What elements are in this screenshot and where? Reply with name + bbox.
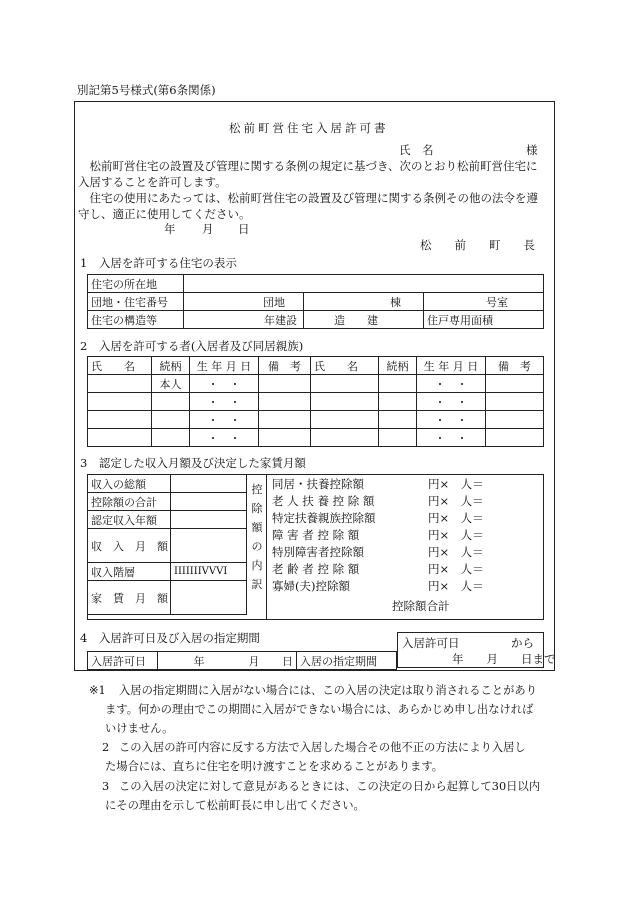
note-mark: 2 [102, 741, 110, 754]
room-cell: 号室 [424, 293, 544, 311]
relation-cell[interactable] [379, 375, 417, 393]
permit-date-label: 入居許可日 [88, 652, 158, 670]
note-line: この入居の決定に対して意見があるときには、この決定の日から起算して30日以内 [119, 780, 541, 793]
deduction-total-label: 控除額合計 [392, 599, 450, 613]
deduction-name: 障 害 者 控 除 額 [272, 528, 360, 542]
intro-line-4: 守し、適正に使用してください。 [78, 207, 251, 221]
permit-month: 月 [208, 652, 263, 670]
table-row [88, 475, 247, 493]
addressee-honorific: 様 [526, 143, 538, 157]
built-year-cell: 年建設 [184, 311, 304, 329]
col-remarks: 備 考 [259, 357, 311, 375]
table-row [88, 275, 544, 293]
section2-heading: 2 入居を許可する者(入居者及び同居親族) [80, 339, 304, 353]
table-row [88, 511, 247, 529]
permit-date-table [87, 651, 397, 670]
relation-cell[interactable] [379, 429, 417, 447]
section3-heading: 3 認定した収入月額及び決定した家賃月額 [80, 456, 306, 470]
intro-line-1: 松前町営住宅の設置及び管理に関する条例の規定に基づき、次のとおり松前町営住宅に [78, 159, 538, 173]
name-cell[interactable] [311, 429, 379, 447]
name-cell[interactable] [88, 411, 152, 429]
housing-table [87, 274, 544, 329]
table-row [88, 357, 544, 375]
relation-self: 本人 [152, 375, 190, 393]
remarks-cell[interactable] [486, 393, 544, 411]
box-permit-label: 入居許可日 [402, 636, 460, 650]
housing-structure-label: 住宅の構造等 [88, 311, 184, 329]
birthdate-cell: ・ ・ [417, 429, 486, 447]
housing-address-field[interactable] [184, 275, 544, 293]
birthdate-cell: ・ ・ [190, 411, 259, 429]
birthdate-cell: ・ ・ [417, 393, 486, 411]
note-mark: ※1 [89, 684, 106, 697]
note-line: にその理由を示して松前町長に申し出てください。 [105, 799, 365, 812]
monthly-income-label: 収 入 月 額 [88, 529, 171, 563]
birthdate-cell: ・ ・ [417, 375, 486, 393]
note-line: ます。何かの理由でこの期間に入居ができない場合には、あらかじめ申し出なければ [105, 703, 534, 716]
note-line: いけません。 [105, 722, 174, 735]
section4-heading: 4 入居許可日及び入居の指定期間 [80, 631, 260, 645]
col-relation: 続柄 [152, 357, 190, 375]
col-relation: 続柄 [379, 357, 417, 375]
remarks-cell[interactable] [486, 429, 544, 447]
name-cell[interactable] [88, 393, 152, 411]
deduction-unit: 円× 人＝ [428, 477, 484, 491]
table-row [88, 293, 544, 311]
note-mark: 3 [102, 780, 110, 793]
note-line: この入居の許可内容に反する方法で入居した場合その他不正の方法により入居し [119, 741, 526, 754]
note-line: た場合には、直ちに住宅を明け渡すことを求めることがあります。 [105, 760, 444, 773]
date-year: 年 [164, 222, 176, 236]
deduction-name: 特定扶養親族控除額 [272, 511, 376, 525]
deduction-vertical-label: 控 除 額 の 内 訳 [251, 483, 263, 591]
remarks-cell[interactable] [486, 375, 544, 393]
name-cell[interactable] [88, 429, 152, 447]
floor-area-cell: 住戸専用面積 [424, 311, 544, 329]
date-month: 月 [202, 222, 214, 236]
residents-table [87, 356, 544, 447]
deduction-unit: 円× 人＝ [428, 494, 484, 508]
income-class-label: 収入階層 [88, 563, 171, 581]
col-birthdate: 生 年 月 日 [190, 357, 259, 375]
intro-line-2: 入居することを許可します。 [78, 175, 227, 189]
table-row [88, 581, 247, 615]
permit-day: 日 [263, 652, 297, 670]
birthdate-cell: ・ ・ [190, 393, 259, 411]
deduction-name: 老 人 扶 養 控 除 額 [272, 494, 375, 508]
relation-cell[interactable] [152, 429, 190, 447]
total-income-value[interactable] [171, 475, 247, 493]
page-title: 松前町営住宅入居許可書 [229, 121, 389, 135]
building-cell: 棟 [304, 293, 424, 311]
estate-cell: 団地 [184, 293, 304, 311]
deduction-name: 寡婦(夫)控除額 [272, 579, 350, 593]
deduction-name: 老 齢 者 控 除 額 [272, 562, 360, 576]
col-name: 氏 名 [88, 357, 152, 375]
permit-year: 年 [158, 652, 208, 670]
annual-income-label: 認定収入年額 [88, 511, 171, 529]
remarks-cell[interactable] [259, 393, 311, 411]
deduction-unit: 円× 人＝ [428, 511, 484, 525]
deduction-unit: 円× 人＝ [428, 545, 484, 559]
relation-cell[interactable] [152, 411, 190, 429]
relation-cell[interactable] [152, 393, 190, 411]
income-class-value: IIIIIIIVVVI [171, 563, 247, 581]
deduction-name: 特別障害者控除額 [272, 545, 364, 559]
rent-value[interactable] [171, 581, 247, 615]
addressee-name-label: 氏 名 [399, 143, 434, 157]
annual-income-value[interactable] [171, 511, 247, 529]
table-row [88, 529, 247, 563]
income-table [87, 474, 247, 615]
col-name: 氏 名 [311, 357, 379, 375]
col-birthdate: 生 年 月 日 [417, 357, 486, 375]
birthdate-cell: ・ ・ [190, 375, 259, 393]
intro-line-3: 住宅の使用にあたっては、松前町営住宅の設置及び管理に関する条例その他の法令を遵 [78, 191, 538, 205]
section1-heading: 1 入居を許可する住宅の表示 [80, 256, 237, 270]
birthdate-cell: ・ ・ [417, 411, 486, 429]
table-row [88, 393, 544, 411]
deduction-divider [266, 474, 267, 620]
remarks-cell[interactable] [259, 411, 311, 429]
birthdate-cell: ・ ・ [190, 429, 259, 447]
name-cell[interactable] [88, 375, 152, 393]
deduction-unit: 円× 人＝ [428, 528, 484, 542]
date-day: 日 [238, 222, 250, 236]
total-deduction-label: 控除額の合計 [88, 493, 171, 511]
note-line: 入居の指定期間に入居がない場合には、この入居の決定は取り消されることがあり [119, 684, 537, 697]
remarks-cell[interactable] [486, 411, 544, 429]
relation-cell[interactable] [379, 393, 417, 411]
rent-label: 家 賃 月 額 [88, 581, 171, 615]
col-remarks: 備 考 [486, 357, 544, 375]
period-label: 入居の指定期間 [297, 652, 397, 670]
total-deduction-value[interactable] [171, 493, 247, 511]
table-row [88, 311, 544, 329]
name-cell[interactable] [311, 393, 379, 411]
remarks-cell[interactable] [259, 429, 311, 447]
housing-address-label: 住宅の所在地 [88, 275, 184, 293]
deduction-unit: 円× 人＝ [428, 562, 484, 576]
deduction-name: 同居・扶養控除額 [272, 477, 364, 491]
table-row [88, 652, 397, 670]
relation-cell[interactable] [379, 411, 417, 429]
name-cell[interactable] [311, 411, 379, 429]
construction-cell: 造 建 [304, 311, 424, 329]
housing-number-label: 団地・住宅番号 [88, 293, 184, 311]
name-cell[interactable] [311, 375, 379, 393]
table-row [88, 429, 544, 447]
issuer: 松 前 町 長 [420, 238, 535, 252]
form-reference: 別記第5号様式(第6条関係) [77, 83, 216, 97]
deduction-unit: 円× 人＝ [428, 579, 484, 593]
remarks-cell[interactable] [259, 375, 311, 393]
table-row [88, 375, 544, 393]
box-from-label: から [511, 636, 534, 650]
table-row [88, 563, 247, 581]
monthly-income-value[interactable] [171, 529, 247, 563]
box-until-label: 年 月 日まで [452, 652, 556, 666]
table-row [88, 411, 544, 429]
total-income-label: 収入の総額 [88, 475, 171, 493]
table-row [88, 493, 247, 511]
